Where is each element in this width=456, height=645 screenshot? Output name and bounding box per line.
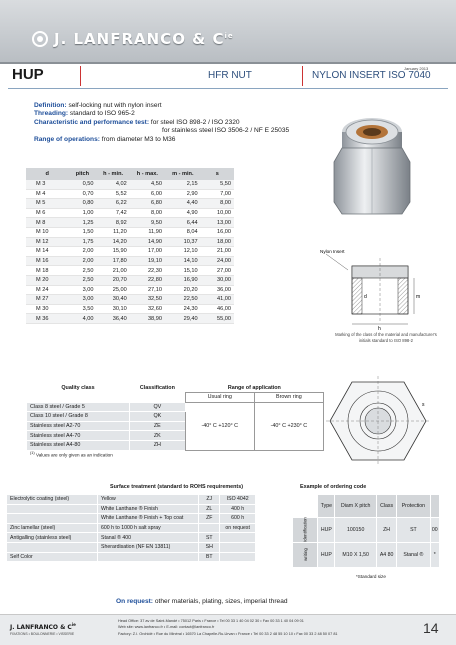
dims-cell: M 24 — [26, 285, 68, 295]
dims-row — [26, 208, 234, 218]
h-dim-label: h — [378, 326, 381, 332]
divider — [302, 66, 303, 86]
dims-header: h - max. — [130, 168, 165, 180]
surface-title: Surface treatment (standard to ROHS requirements) — [110, 484, 243, 490]
dims-cell: M 18 — [26, 266, 68, 276]
surface-cell — [7, 504, 98, 514]
dims-cell: M 3 — [26, 180, 68, 189]
ex-cell: 00 — [430, 518, 439, 543]
dims-row — [26, 256, 234, 266]
on-request — [116, 598, 288, 605]
dims-cell: 32,50 — [130, 295, 165, 305]
ex-cell: A4 80 — [377, 543, 397, 568]
dims-row — [26, 227, 234, 237]
dims-cell: 29,40 — [165, 314, 201, 324]
dims-cell: 3,00 — [68, 295, 96, 305]
quality-header: Quality class — [61, 385, 95, 392]
brand-sup: ie — [224, 32, 234, 40]
ex-extra-header — [430, 495, 439, 518]
on-request-label: On request: — [116, 598, 154, 605]
dims-cell: 25,00 — [96, 285, 129, 295]
dims-cell: 17,00 — [130, 247, 165, 257]
dims-cell: 13,00 — [201, 218, 234, 228]
dims-cell: 22,30 — [130, 266, 165, 276]
doc-date: January 2013 — [404, 66, 429, 71]
dims-cell: 6,44 — [165, 218, 201, 228]
dims-row — [26, 180, 234, 189]
dims-cell: 1,25 — [68, 218, 96, 228]
brand-logo — [32, 30, 234, 48]
example-row — [293, 518, 440, 543]
surface-cell: ISO 4042 — [220, 495, 256, 505]
page-number: 14 — [423, 620, 439, 636]
surface-row — [7, 514, 256, 524]
dims-cell: 24,00 — [201, 256, 234, 266]
dims-row — [26, 314, 234, 324]
dims-cell: 0,50 — [68, 180, 96, 189]
dims-cell: 30,10 — [96, 304, 129, 314]
range-text: from diameter M3 to M36 — [101, 135, 176, 143]
ex-diam-header: Diam X pitch — [335, 495, 377, 518]
dims-cell: 3,50 — [68, 304, 96, 314]
ex-cell: ST — [397, 518, 431, 543]
ex-cell: M10 X 1,50 — [335, 543, 377, 568]
dims-cell: 9,50 — [130, 218, 165, 228]
dimensions-table — [26, 168, 234, 324]
dims-cell: 55,00 — [201, 314, 234, 324]
dims-cell: 36,00 — [201, 285, 234, 295]
surface-cell — [220, 542, 256, 552]
surface-cell — [220, 552, 256, 562]
dims-cell: 38,90 — [130, 314, 165, 324]
dims-cell: 11,20 — [96, 227, 129, 237]
dims-cell: 4,90 — [165, 208, 201, 218]
quality-class: Stainless steel A2-70 — [27, 421, 130, 431]
dims-cell: M 8 — [26, 218, 68, 228]
dims-cell: 10,00 — [201, 208, 234, 218]
dims-row — [26, 189, 234, 199]
dims-cell: 8,00 — [201, 199, 234, 209]
dims-cell: 20,20 — [165, 285, 201, 295]
surface-row — [7, 504, 256, 514]
divider — [80, 66, 81, 86]
classification-header: Classification — [139, 385, 175, 392]
dims-header: h - min. — [96, 168, 129, 180]
product-standard: NYLON INSERT ISO 7040 — [312, 70, 431, 81]
dims-cell: 2,15 — [165, 180, 201, 189]
dims-cell: 21,00 — [96, 266, 129, 276]
ex-type-header: Type — [318, 495, 335, 518]
dims-cell: 30,00 — [201, 275, 234, 285]
dims-cell: M 20 — [26, 275, 68, 285]
dims-cell: 41,00 — [201, 295, 234, 305]
dims-cell: 4,40 — [165, 199, 201, 209]
surface-cell: Zinc lamellar (steel) — [7, 523, 98, 533]
dims-cell: 32,60 — [130, 304, 165, 314]
dims-cell: 8,00 — [130, 208, 165, 218]
dims-cell: 21,00 — [201, 247, 234, 257]
usual-range: -40° C +120° C — [185, 402, 254, 450]
surface-cell — [199, 523, 220, 533]
surface-cell: White Lanthane ® Finish — [98, 504, 199, 514]
side-label: identification — [302, 517, 308, 542]
dims-cell: 8,04 — [165, 227, 201, 237]
classification-code: QK — [130, 412, 186, 422]
dims-cell: 2,50 — [68, 275, 96, 285]
dims-cell: M 5 — [26, 199, 68, 209]
classification-code: QV — [130, 402, 186, 412]
surface-cell: 400 h — [220, 504, 256, 514]
side-label: writing — [302, 548, 308, 561]
dims-cell: 17,80 — [96, 256, 129, 266]
surface-cell — [220, 533, 256, 543]
dims-cell: 14,10 — [165, 256, 201, 266]
example-table — [292, 494, 440, 568]
surface-cell: Electrolytic coating (steel) — [7, 495, 98, 505]
dims-cell: 14,90 — [130, 237, 165, 247]
ex-class-header: Class — [377, 495, 397, 518]
dims-cell: 1,75 — [68, 237, 96, 247]
on-request-text: other materials, plating, sizes, imperial thread — [154, 598, 288, 605]
surface-cell: BT — [199, 552, 220, 562]
dims-cell: M 36 — [26, 314, 68, 324]
footer-line: Factory: Z.I. Orchidé • Rue du Minéral • 16570 La Chapelle-Ru-Urvan • France • Tel 00 33 2 48 55 10 10 • Fax 00 33 2 48 50 07 81 — [118, 631, 338, 636]
dims-cell: 1,00 — [68, 208, 96, 218]
dims-row — [26, 199, 234, 209]
classification-code: ZE — [130, 421, 186, 431]
dims-cell: 12,10 — [165, 247, 201, 257]
definitions — [34, 102, 289, 144]
dims-cell: 2,50 — [68, 266, 96, 276]
dims-cell: 24,30 — [165, 304, 201, 314]
quality-row — [27, 402, 324, 412]
footer-logo — [10, 622, 76, 631]
surface-cell: ZJ — [199, 495, 220, 505]
footer-line: Web site: www.lanfranco.fr • E-mail: contact@lanfranco.fr — [118, 625, 215, 630]
char-label: Characteristic and performance test: — [34, 118, 150, 126]
surface-cell: Self Color — [7, 552, 98, 562]
section-drawing — [318, 246, 438, 332]
definition-label: Definition: — [34, 102, 67, 109]
d-dim-label: d — [364, 294, 367, 300]
dims-header: s — [201, 168, 234, 180]
quality-class: Class 10 steel / Grade 8 — [27, 412, 130, 422]
surface-cell — [7, 542, 98, 552]
surface-cell: ST — [199, 533, 220, 543]
dims-cell: M 16 — [26, 256, 68, 266]
dims-cell: 6,80 — [130, 199, 165, 209]
dims-cell: 16,90 — [165, 275, 201, 285]
example-title: Example of ordering code — [300, 484, 367, 490]
example-row — [293, 543, 440, 568]
usual-ring-header: Usual ring — [185, 393, 254, 403]
dims-row — [26, 304, 234, 314]
surface-cell: on request — [220, 523, 256, 533]
char-text-2: for stainless steel ISO 3506-2 / NF E 25035 — [162, 127, 290, 135]
ex-cell: * — [430, 543, 439, 568]
surface-cell — [98, 552, 199, 562]
dims-cell: 1,50 — [68, 227, 96, 237]
dims-cell: 15,90 — [96, 247, 129, 257]
dims-cell: 18,00 — [201, 237, 234, 247]
s-dim-label: s — [422, 402, 425, 408]
ex-cell: Stanal ® — [397, 543, 431, 568]
classification-code: ZK — [130, 431, 186, 441]
dims-row — [26, 247, 234, 257]
dims-cell: 14,20 — [96, 237, 129, 247]
dims-cell: 2,90 — [165, 189, 201, 199]
classification-code: ZH — [130, 440, 186, 450]
brand-name: J. LANFRANCO & C — [54, 30, 225, 48]
dims-cell: 2,00 — [68, 256, 96, 266]
dims-cell: 0,70 — [68, 189, 96, 199]
range-header: Range of application — [227, 385, 281, 391]
standard-size-note: *Standard size — [356, 574, 386, 579]
ex-cell: HUP — [318, 543, 335, 568]
dims-cell: 10,37 — [165, 237, 201, 247]
dims-cell: 22,80 — [130, 275, 165, 285]
ex-cell: ZH — [377, 518, 397, 543]
dims-cell: 6,00 — [130, 189, 165, 199]
dims-cell: 11,90 — [130, 227, 165, 237]
dims-cell: 19,10 — [130, 256, 165, 266]
ex-cell: HUP — [318, 518, 335, 543]
surface-cell: Antigalling (stainless steel) — [7, 533, 98, 543]
dims-row — [26, 275, 234, 285]
surface-cell: 600 h to 1000 h salt spray — [98, 523, 199, 533]
dims-cell: 6,22 — [96, 199, 129, 209]
quality-note: $^{(1)}$ Values are only given as an indication — [30, 451, 113, 458]
dims-row — [26, 285, 234, 295]
dims-cell: M 4 — [26, 189, 68, 199]
dims-cell: 15,10 — [165, 266, 201, 276]
surface-cell: ZF — [199, 514, 220, 524]
surface-cell — [7, 514, 98, 524]
dims-row — [26, 295, 234, 305]
quality-note-text: Values are only given as an indication — [35, 452, 113, 458]
quality-subheader — [27, 393, 324, 403]
threading-label: Threading: — [34, 110, 69, 118]
dims-cell: 2,00 — [68, 247, 96, 257]
surface-cell: Sherardisation (NF EN 13811) — [98, 542, 199, 552]
dims-cell: 4,02 — [96, 180, 129, 189]
product-name: HFR NUT — [208, 70, 252, 81]
threading-text: standard to ISO 965-2 — [69, 110, 135, 118]
blank — [130, 393, 186, 403]
dims-row — [26, 218, 234, 228]
hex-top-view — [326, 376, 430, 466]
footer-address — [118, 618, 338, 637]
dims-cell: 0,80 — [68, 199, 96, 209]
dims-row — [26, 237, 234, 247]
brown-range: -40° C +230° C — [254, 402, 323, 450]
dims-cell: 7,00 — [201, 189, 234, 199]
dims-cell: 27,00 — [201, 266, 234, 276]
char-text-1: for steel ISO 898-2 / ISO 2320 — [150, 118, 240, 126]
footer-line: Head Office: 37 av de Saint-Mandé • 75012 Paris • France • Tel 00 33 1 40 04 02 30 • Fax 00 33 1 40 04 09 01 — [118, 619, 304, 623]
product-code: HUP — [12, 66, 44, 83]
ex-cell: 100150 — [335, 518, 377, 543]
quality-class: Stainless steel A4-80 — [27, 440, 130, 450]
dims-cell: M 14 — [26, 247, 68, 257]
surface-cell: ZL — [199, 504, 220, 514]
dims-header: d — [26, 168, 68, 180]
range-label: Range of operations: — [34, 135, 100, 143]
footer-subtitle: FIXATIONS • BOULONNERIE • VISSERIE — [10, 632, 75, 636]
dims-cell: 20,70 — [96, 275, 129, 285]
dims-cell: 27,10 — [130, 285, 165, 295]
footer-brand: J. LANFRANCO & C — [10, 624, 72, 631]
dims-cell: 7,42 — [96, 208, 129, 218]
brown-ring-header: Brown ring — [254, 393, 323, 403]
surface-row — [7, 542, 256, 552]
surface-cell: White Lanthane ® Finish + Top coat — [98, 514, 199, 524]
dims-cell: 46,00 — [201, 304, 234, 314]
surface-cell: 600 h — [220, 514, 256, 524]
surface-row — [7, 552, 256, 562]
quality-class: Stainless steel A4-70 — [27, 431, 130, 441]
dims-cell: 30,40 — [96, 295, 129, 305]
quality-class: Class 8 steel / Grade 5 — [27, 402, 130, 412]
surface-cell: Yellow — [98, 495, 199, 505]
dims-cell: 16,00 — [201, 227, 234, 237]
dims-cell: 22,50 — [165, 295, 201, 305]
definition-text: self-locking nut with nylon insert — [68, 102, 162, 109]
ex-protection-header: Protection — [397, 495, 431, 518]
dims-cell: 5,52 — [96, 189, 129, 199]
dims-row — [26, 266, 234, 276]
dims-cell: 5,50 — [201, 180, 234, 189]
blank — [27, 393, 130, 403]
dims-cell: 4,50 — [130, 180, 165, 189]
footer-brand-sup: ie — [71, 622, 76, 627]
brand-logo-icon — [32, 31, 48, 47]
nylon-insert-label: Nylon Insert — [320, 249, 345, 254]
dims-cell: 3,00 — [68, 285, 96, 295]
nut-photo — [328, 102, 416, 222]
surface-row — [7, 533, 256, 543]
surface-row — [7, 495, 256, 505]
surface-cell: SH — [199, 542, 220, 552]
dims-header: m - min. — [165, 168, 201, 180]
surface-row — [7, 523, 256, 533]
dims-header: pitch — [68, 168, 96, 180]
dims-cell: 36,40 — [96, 314, 129, 324]
dims-cell: 4,00 — [68, 314, 96, 324]
dims-cell: M 6 — [26, 208, 68, 218]
surface-table — [6, 494, 256, 562]
marking-caption: Marking of the class of the material and manufacturer's initials standard to ISO 898-2 — [335, 332, 437, 343]
surface-cell: Stanal ® 400 — [98, 533, 199, 543]
dims-cell: M 27 — [26, 295, 68, 305]
dims-cell: 8,92 — [96, 218, 129, 228]
dims-cell: M 10 — [26, 227, 68, 237]
quality-table — [26, 384, 324, 451]
dims-cell: M 12 — [26, 237, 68, 247]
m-dim-label: m — [416, 294, 421, 300]
dims-cell: M 30 — [26, 304, 68, 314]
